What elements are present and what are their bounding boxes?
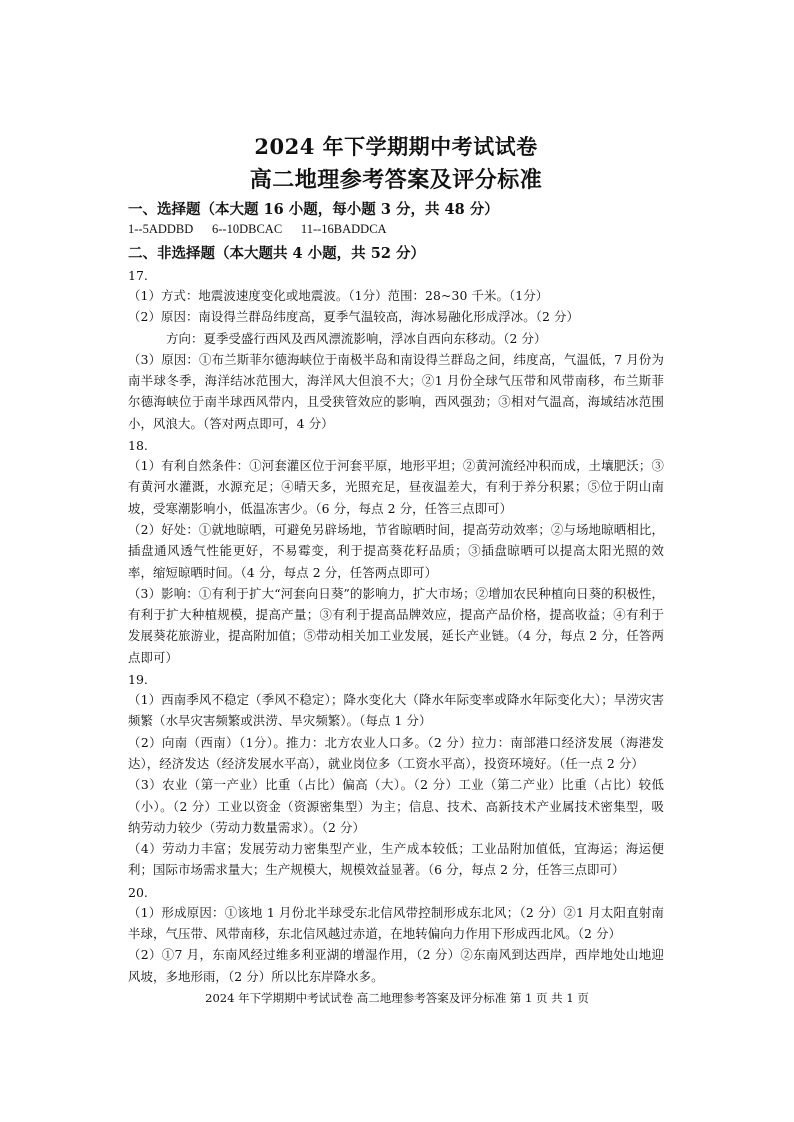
page-footer: 2024 年下学期期中考试试卷 高二地理参考答案及评分标准 第 1 页 共 1 页 <box>205 991 589 1005</box>
q18-answer-3: （3）影响：①有利于扩大“河套向日葵”的影响力，扩大市场；②增加农民种植向日葵的积极性，有利于扩大种植规模，提高产量；③有利于提高品牌效应，提高产品价格，提高收益；④有利于发展葵花旅游业，提高附加值；⑤带动相关加工业发展，延长产业链。（4 分，每点 2 分，任答两点即可） <box>128 585 664 665</box>
section-choice-heading: 一、选择题（本大题 16 小题，每小题 3 分，共 48 分） <box>128 201 499 218</box>
q17-answer-1: （1）方式：地震波速度变化或地震波。（1分）范围：28~30 千米。（1分） <box>128 288 549 303</box>
q19-answer-1: （1）西南季风不稳定（季风不稳定）；降水变化大（降水年际变率或降水年际变化大）；旱涝灾害频繁（水旱灾害频繁或洪涝、旱灾频繁）。（每点 1 分） <box>128 692 664 729</box>
q19-answer-2: （2）向南（西南）（1分）。推力：北方农业人口多。（2 分）拉力：南部港口经济发展（海港发达），经济发达（经济发展水平高），就业岗位多（工资水平高），投资环境好。（任一点 2 分） <box>128 734 664 771</box>
q18-answer-2: （2）好处：①就地晾晒，可避免另辟场地，节省晾晒时间，提高劳动效率；②与场地晾晒相比，插盘通风透气性能更好，不易霉变，利于提高葵花籽品质；③插盘晾晒可以提高太阳光照的效率，缩短晾晒时间。（4 分，每点 2 分，任答两点即可） <box>128 521 664 580</box>
q17-answer-2-direction: 方向：夏季受盛行西风及西风漂流影响，浮冰自西向东移动。（2 分） <box>166 330 547 346</box>
question-18-number: 18. <box>128 438 148 454</box>
section-nonchoice-heading: 二、非选择题（本大题共 4 小题，共 52 分） <box>128 245 425 262</box>
question-17-number: 17. <box>128 268 148 283</box>
question-20-number: 20. <box>128 884 148 900</box>
q17-answer-3: （3）原因：①布兰斯菲尔德海峡位于南极半岛和南设得兰群岛之间，纬度高，气温低，7 月份为南半球冬季，海洋结冰范围大，海洋风大但浪不大；②1 月份全球气压带和风带南移，布兰斯菲尔德海峡位于南半球西风带内，且受狭管效应的影响，西风强劲；③相对气温高，海域结冰范围小，风浪大。（答对两点即可，4 分） <box>128 351 664 431</box>
q20-answer-1: （1）形成原因：①该地 1 月份北半球受东北信风带控制形成东北风；（2 分）②1 月太阳直射南半球，气压带、风带南移，东北信风越过赤道，在地转偏向力作用下形成西北风。（2 分） <box>128 904 664 942</box>
q20-answer-2: （2）①7 月，东南风经过维多利亚湖的增湿作用，（2 分）②东南风到达西岸，西岸地处山地迎风坡，多地形雨，（2 分）所以比东岸降水多。 <box>128 947 664 984</box>
exam-subtitle: 高二地理参考答案及评分标准 <box>249 167 543 193</box>
q19-answer-3: （3）农业（第一产业）比重（占比）偏高（大）。（2 分）工业（第二产业）比重（占比）较低（小）。（2 分）工业以资金（资源密集型）为主；信息、技术、高新技术产业属技术密集型，吸纳劳动力较少（劳动力数量需求）。（2 分） <box>128 777 664 835</box>
q17-answer-2-reason: （2）原因：南设得兰群岛纬度高，夏季气温较高，海冰易融化形成浮冰。（2 分） <box>128 309 579 325</box>
choice-answers: 1--5ADDBD 6--10DBCAC 11--16BADDCA <box>128 222 387 236</box>
exam-title: 2024 年下学期期中考试试卷 <box>254 134 538 159</box>
question-19-number: 19. <box>128 672 148 688</box>
q19-answer-4: （4）劳动力丰富；发展劳动力密集型产业，生产成本较低；工业品附加值低，宜海运；海运便利；国际市场需求量大；生产规模大，规模效益显著。（6 分，每点 2 分，任答三点即可） <box>128 841 664 878</box>
q18-answer-1: （1）有利自然条件：①河套灌区位于河套平原，地形平坦；②黄河流经冲积而成，土壤肥沃；③有黄河水灌溉，水源充足；④晴天多，光照充足，昼夜温差大，有利于养分积累；⑤位于阴山南坡，受寒潮影响小，低温冻害少。（6 分，每点 2 分，任答三点即可） <box>128 458 664 516</box>
